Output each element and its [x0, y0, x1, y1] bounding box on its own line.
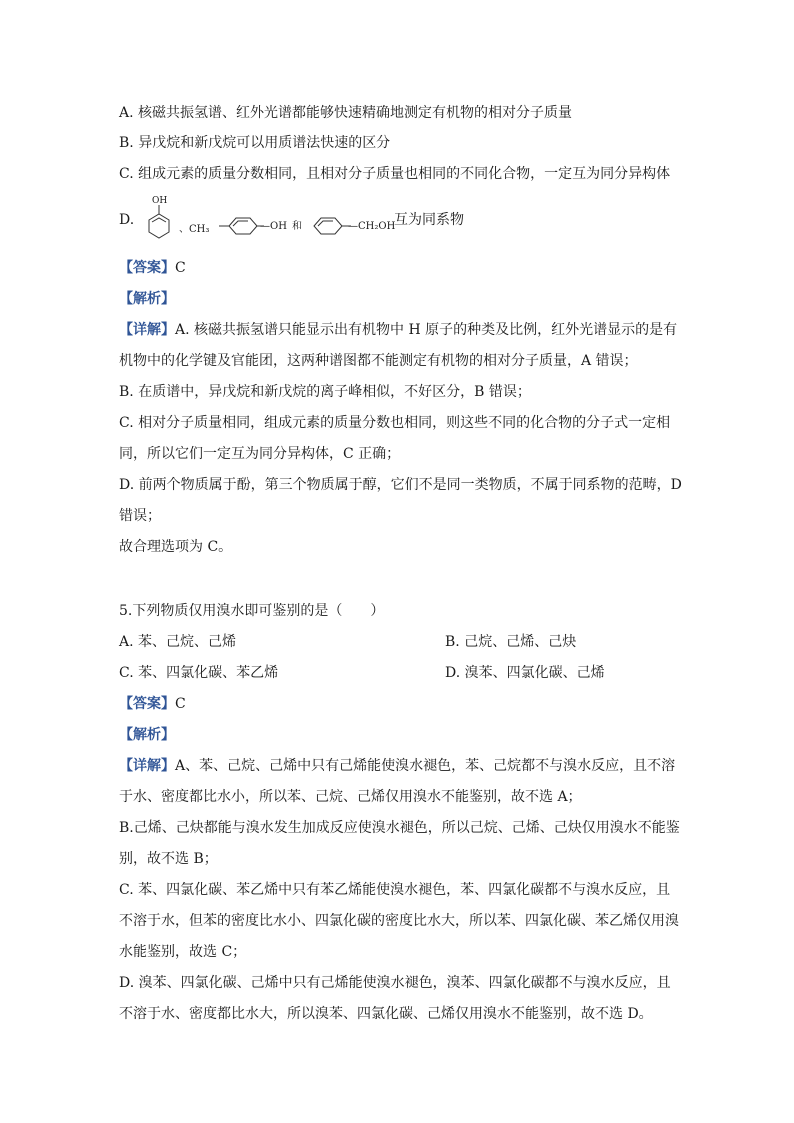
q4-option-c: C. 组成元素的质量分数相同，且相对分子质量也相同的不同化合物，一定互为同分异构体: [119, 166, 671, 182]
detail-label: 【详解】: [119, 758, 175, 774]
q4-detail-4: C. 相对分子质量相同，组成元素的质量分数也相同，则这些不同的化合物的分子式一定相: [119, 415, 671, 431]
q5-analysis-label: [119, 725, 175, 745]
q4-option-d-suffix: 互为同系物: [394, 212, 464, 228]
and-label: 和: [292, 221, 302, 232]
q4-option-d: [119, 196, 499, 246]
mol-separator-ch3: 、CH₃: [179, 224, 210, 235]
q5-detail-2: 于水、密度都比水小，所以苯、己烷、己烯仅用溴水不能鉴别，故不选 A；: [119, 789, 582, 805]
phenol-oh-label: OH: [152, 196, 168, 206]
q5-option-b: B. 己烷、己烯、己炔: [445, 634, 577, 650]
q4-option-d-label: D.: [119, 212, 135, 228]
answer-label: 【答案】: [119, 696, 175, 712]
q5-detail-8: D. 溴苯、四氯化碳、己烯中只有己烯能使溴水褪色，溴苯、四氯化碳都不与溴水反应，且: [119, 975, 671, 991]
q4-option-b: B. 异戊烷和新戊烷可以用质谱法快速的区分: [119, 135, 391, 151]
q5-detail-6: 不溶于水，但苯的密度比水小、四氯化碳的密度比水大，所以苯、四氯化碳、苯乙烯仅用溴: [119, 913, 679, 929]
q5-option-c: C. 苯、四氯化碳、苯乙烯: [119, 665, 279, 681]
analysis-label: 【解析】: [119, 291, 175, 307]
q5-stem: 5.下列物质仅用溴水即可鉴别的是（ ）: [119, 603, 385, 619]
ch2oh-label: —CH₂OH: [348, 221, 396, 232]
q5-detail-7: 水能鉴别，故选 C；: [119, 944, 247, 960]
benzyl-alcohol-ring: [314, 218, 351, 234]
q4-analysis-label: [119, 289, 175, 309]
q5-option-a: A. 苯、己烷、己烯: [119, 634, 237, 650]
q4-conclusion: 故合理选项为 C。: [119, 539, 233, 555]
q4-detail-7: 错误；: [119, 508, 161, 524]
q5-detail-9: 不溶于水、密度都比水大，所以溴苯、四氯化碳、己烯仅用溴水不能鉴别，故不选 D。: [119, 1006, 653, 1022]
detail-label: 【详解】: [119, 322, 175, 338]
q4-answer: [119, 258, 186, 278]
answer-label: 【答案】: [119, 260, 175, 276]
q4-detail-5: 同，所以它们一定互为同分异构体，C 正确；: [119, 446, 401, 462]
q4-detail-3: B. 在质谱中，异戊烷和新戊烷的离子峰相似，不好区分，B 错误；: [119, 384, 531, 400]
q5-detail-5: C. 苯、四氯化碳、苯乙烯中只有苯乙烯能使溴水褪色，苯、四氯化碳都不与溴水反应，且: [119, 882, 671, 898]
answer-value: C: [175, 696, 186, 712]
q4-detail-1: [119, 320, 677, 340]
q5-answer: [119, 694, 186, 714]
q4-option-a: A. 核磁共振氢谱、红外光谱都能够快速精确地测定有机物的相对分子质量: [119, 105, 573, 121]
q4-detail-6: D. 前两个物质属于酚，第三个物质属于醇，它们不是同一类物质，不属于同系物的范畴，D: [119, 477, 682, 493]
q4-detail-2: 机物中的化学键及官能团，这两种谱图都不能测定有机物的相对分子质量，A 错误；: [119, 353, 638, 369]
q5-detail-4: 别，故不选 B；: [119, 851, 218, 867]
analysis-label: 【解析】: [119, 727, 175, 743]
detail-text: A、苯、己烷、己烯中只有己烯能使溴水褪色，苯、己烷都不与溴水反应，且不溶: [175, 758, 676, 774]
cresol-oh-label: —OH: [260, 221, 287, 232]
detail-text: A. 核磁共振氢谱只能显示出有机物中 H 原子的种类及比例，红外光谱显示的是有: [175, 322, 678, 338]
p-cresol-ring: [219, 218, 264, 234]
q5-detail-3: B.己烯、己炔都能与溴水发生加成反应使溴水褪色，所以己烷、己烯、己炔仅用溴水不能鉴: [119, 820, 680, 836]
q5-detail-1: [119, 756, 675, 776]
q5-option-d: D. 溴苯、四氯化碳、己烯: [445, 665, 605, 681]
answer-value: C: [175, 260, 186, 276]
